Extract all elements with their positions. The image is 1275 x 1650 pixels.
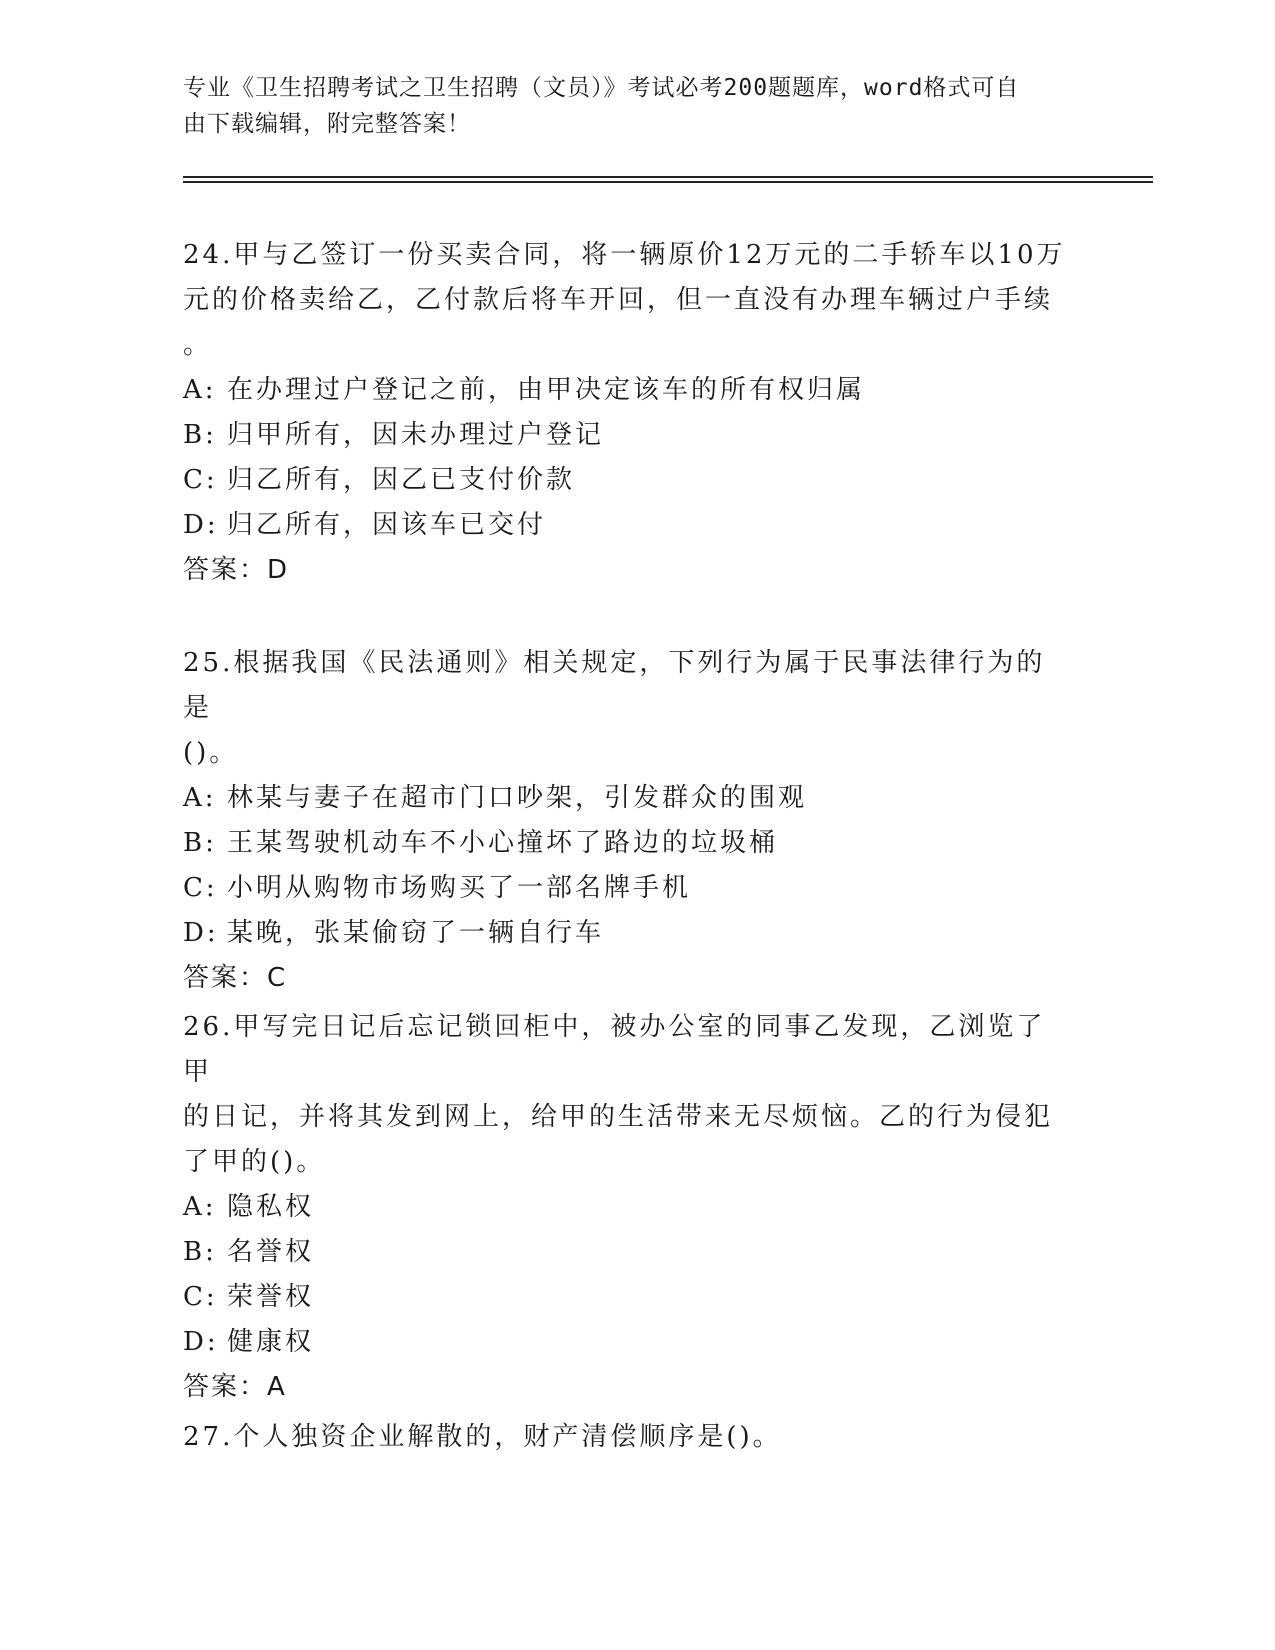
header-line-1: 专业《卫生招聘考试之卫生招聘（文员）》考试必考200题题库，word格式可自	[183, 75, 1020, 101]
answer: 答案：D	[183, 555, 290, 585]
option-letter: D:	[183, 1327, 219, 1357]
option-c	[183, 1275, 1073, 1320]
option-letter: B:	[183, 420, 217, 450]
option-letter: A:	[183, 1192, 217, 1222]
question-26	[183, 1005, 1073, 1410]
question-text-line: ()。	[183, 738, 239, 768]
option-c	[183, 866, 1073, 911]
question-text-line: 26.甲写完日记后忘记锁回柜中，被办公室的同事乙发现，乙浏览了甲	[183, 1012, 1046, 1087]
option-text: 健康权	[227, 1327, 315, 1357]
question-text	[183, 233, 1073, 368]
question-25	[183, 641, 1073, 1001]
question-text-line: 27.个人独资企业解散的，财产清偿顺序是()。	[183, 1422, 782, 1452]
option-text: 某晚，张某偷窃了一辆自行车	[227, 918, 605, 948]
option-letter: B:	[183, 1237, 217, 1267]
option-text: 归乙所有，因该车已交付	[227, 510, 547, 540]
header-divider-bottom	[183, 181, 1153, 183]
option-letter: D:	[183, 918, 219, 948]
option-text: 归乙所有，因乙已支付价款	[227, 465, 576, 495]
answer: 答案：A	[183, 1372, 287, 1402]
option-text: 归甲所有，因未办理过户登记	[227, 420, 605, 450]
question-text	[183, 641, 1073, 776]
option-letter: A:	[183, 783, 217, 813]
option-text: 隐私权	[227, 1192, 315, 1222]
question-27	[183, 1415, 1073, 1460]
question-24	[183, 233, 1073, 593]
option-d	[183, 503, 1073, 548]
option-a	[183, 776, 1073, 821]
question-text-line: 的日记，并将其发到网上，给甲的生活带来无尽烦恼。乙的行为侵犯	[183, 1102, 1054, 1132]
option-c	[183, 458, 1073, 503]
option-letter: C:	[183, 873, 218, 903]
option-text: 名誉权	[227, 1237, 315, 1267]
option-a	[183, 368, 1073, 413]
option-letter: C:	[183, 1282, 218, 1312]
option-d	[183, 911, 1073, 956]
answer: 答案：C	[183, 963, 288, 993]
document-header	[183, 70, 1063, 142]
question-text-line: 25.根据我国《民法通则》相关规定，下列行为属于民事法律行为的是	[183, 648, 1046, 723]
question-text-line: 了甲的()。	[183, 1147, 326, 1177]
option-text: 王某驾驶机动车不小心撞坏了路边的垃圾桶	[227, 828, 779, 858]
option-d	[183, 1320, 1073, 1365]
header-divider-top	[183, 176, 1153, 178]
option-b	[183, 1230, 1073, 1275]
option-letter: C:	[183, 465, 218, 495]
option-letter: A:	[183, 375, 217, 405]
question-text-line: 元的价格卖给乙，乙付款后将车开回，但一直没有办理车辆过户手续	[183, 285, 1054, 315]
option-b	[183, 413, 1073, 458]
question-text-line: 24.甲与乙签订一份买卖合同，将一辆原价12万元的二手轿车以10万	[183, 240, 1066, 270]
header-line-2: 由下载编辑，附完整答案！	[183, 111, 471, 137]
question-text-line: 。	[183, 330, 213, 360]
question-text	[183, 1005, 1073, 1185]
option-text: 小明从购物市场购买了一部名牌手机	[227, 873, 692, 903]
option-text: 荣誉权	[227, 1282, 315, 1312]
option-letter: D:	[183, 510, 219, 540]
option-letter: B:	[183, 828, 217, 858]
option-text: 林某与妻子在超市门口吵架，引发群众的围观	[227, 783, 808, 813]
question-text	[183, 1415, 1073, 1460]
option-b	[183, 821, 1073, 866]
option-a	[183, 1185, 1073, 1230]
option-text: 在办理过户登记之前，由甲决定该车的所有权归属	[227, 375, 866, 405]
